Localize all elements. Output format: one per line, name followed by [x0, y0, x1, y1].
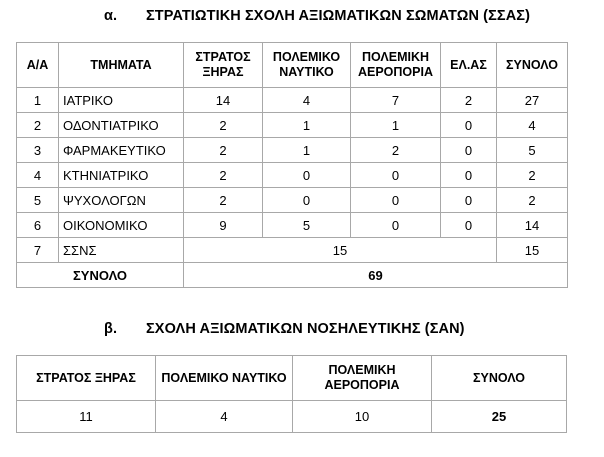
cell-army: 2 [184, 138, 263, 163]
cell-index: 6 [17, 213, 59, 238]
cell-department: ΨΥΧΟΛΟΓΩΝ [59, 188, 184, 213]
cell-police: 0 [441, 113, 497, 138]
cell-army: 9 [184, 213, 263, 238]
grand-total-value: 69 [184, 263, 568, 288]
cell-total: 27 [497, 88, 568, 113]
ssas-table [16, 42, 568, 288]
cell-total: 15 [497, 238, 568, 263]
header-navy: ΠΟΛΕΜΙΚΟ ΝΑΥΤΙΚΟ [156, 356, 293, 401]
cell-index: 1 [17, 88, 59, 113]
header-airforce: ΠΟΛΕΜΙΚΗ ΑΕΡΟΠΟΡΙΑ [293, 356, 432, 401]
cell-navy: 4 [263, 88, 351, 113]
section-b-heading [104, 321, 465, 337]
cell-navy: 5 [263, 213, 351, 238]
table-row [17, 188, 568, 213]
cell-index: 7 [17, 238, 59, 263]
cell-navy: 0 [263, 163, 351, 188]
cell-total: 4 [497, 113, 568, 138]
table-row-ssns [17, 238, 568, 263]
cell-navy: 0 [263, 188, 351, 213]
cell-index: 4 [17, 163, 59, 188]
cell-army: 14 [184, 88, 263, 113]
cell-airforce: 1 [351, 113, 441, 138]
table-total-row [17, 263, 568, 288]
table-row [17, 401, 567, 433]
section-b-title: ΣΧΟΛΗ ΑΞΙΩΜΑΤΙΚΩΝ ΝΟΣΗΛΕΥΤΙΚΗΣ (ΣΑΝ) [146, 321, 465, 337]
table-row [17, 88, 568, 113]
cell-police: 0 [441, 213, 497, 238]
header-total: ΣΥΝΟΛΟ [432, 356, 567, 401]
section-b-marker: β. [104, 321, 118, 337]
cell-airforce: 0 [351, 188, 441, 213]
cell-airforce: 10 [293, 401, 432, 433]
table-header-row [17, 356, 567, 401]
cell-airforce: 0 [351, 163, 441, 188]
cell-index: 5 [17, 188, 59, 213]
cell-total: 2 [497, 188, 568, 213]
header-department: ΤΜΗΜΑΤΑ [59, 43, 184, 88]
cell-police: 2 [441, 88, 497, 113]
table-row [17, 138, 568, 163]
table-row [17, 163, 568, 188]
header-police: ΕΛ.ΑΣ [441, 43, 497, 88]
cell-navy: 1 [263, 113, 351, 138]
cell-department: ΣΣΝΣ [59, 238, 184, 263]
cell-navy: 1 [263, 138, 351, 163]
cell-index: 3 [17, 138, 59, 163]
section-a-heading [104, 8, 530, 24]
san-table [16, 355, 567, 433]
table-row [17, 113, 568, 138]
cell-navy: 4 [156, 401, 293, 433]
cell-department: ΚΤΗΝΙΑΤΡΙΚΟ [59, 163, 184, 188]
cell-airforce: 0 [351, 213, 441, 238]
header-army: ΣΤΡΑΤΟΣ ΞΗΡΑΣ [17, 356, 156, 401]
cell-army: 2 [184, 113, 263, 138]
cell-airforce: 2 [351, 138, 441, 163]
cell-department: ΙΑΤΡΙΚΟ [59, 88, 184, 113]
header-navy: ΠΟΛΕΜΙΚΟ ΝΑΥΤΙΚΟ [263, 43, 351, 88]
cell-army: 2 [184, 163, 263, 188]
cell-police: 0 [441, 188, 497, 213]
section-a-marker: α. [104, 8, 118, 24]
table-header-row [17, 43, 568, 88]
header-army: ΣΤΡΑΤΟΣ ΞΗΡΑΣ [184, 43, 263, 88]
header-total: ΣΥΝΟΛΟ [497, 43, 568, 88]
cell-index: 2 [17, 113, 59, 138]
cell-total: 2 [497, 163, 568, 188]
cell-airforce: 7 [351, 88, 441, 113]
cell-department: ΟΔΟΝΤΙΑΤΡΙΚΟ [59, 113, 184, 138]
cell-total: 14 [497, 213, 568, 238]
cell-police: 0 [441, 163, 497, 188]
cell-combined: 15 [184, 238, 497, 263]
cell-army: 11 [17, 401, 156, 433]
cell-police: 0 [441, 138, 497, 163]
section-a-title: ΣΤΡΑΤΙΩΤΙΚΗ ΣΧΟΛΗ ΑΞΙΩΜΑΤΙΚΩΝ ΣΩΜΑΤΩΝ (ΣΣΑΣ) [146, 8, 530, 24]
cell-total: 5 [497, 138, 568, 163]
grand-total-label: ΣΥΝΟΛΟ [17, 263, 184, 288]
table-row [17, 213, 568, 238]
cell-total: 25 [432, 401, 567, 433]
cell-army: 2 [184, 188, 263, 213]
header-airforce: ΠΟΛΕΜΙΚΗ ΑΕΡΟΠΟΡΙΑ [351, 43, 441, 88]
cell-department: ΦΑΡΜΑΚΕΥΤΙΚΟ [59, 138, 184, 163]
cell-department: ΟΙΚΟΝΟΜΙΚΟ [59, 213, 184, 238]
header-index: Α/Α [17, 43, 59, 88]
